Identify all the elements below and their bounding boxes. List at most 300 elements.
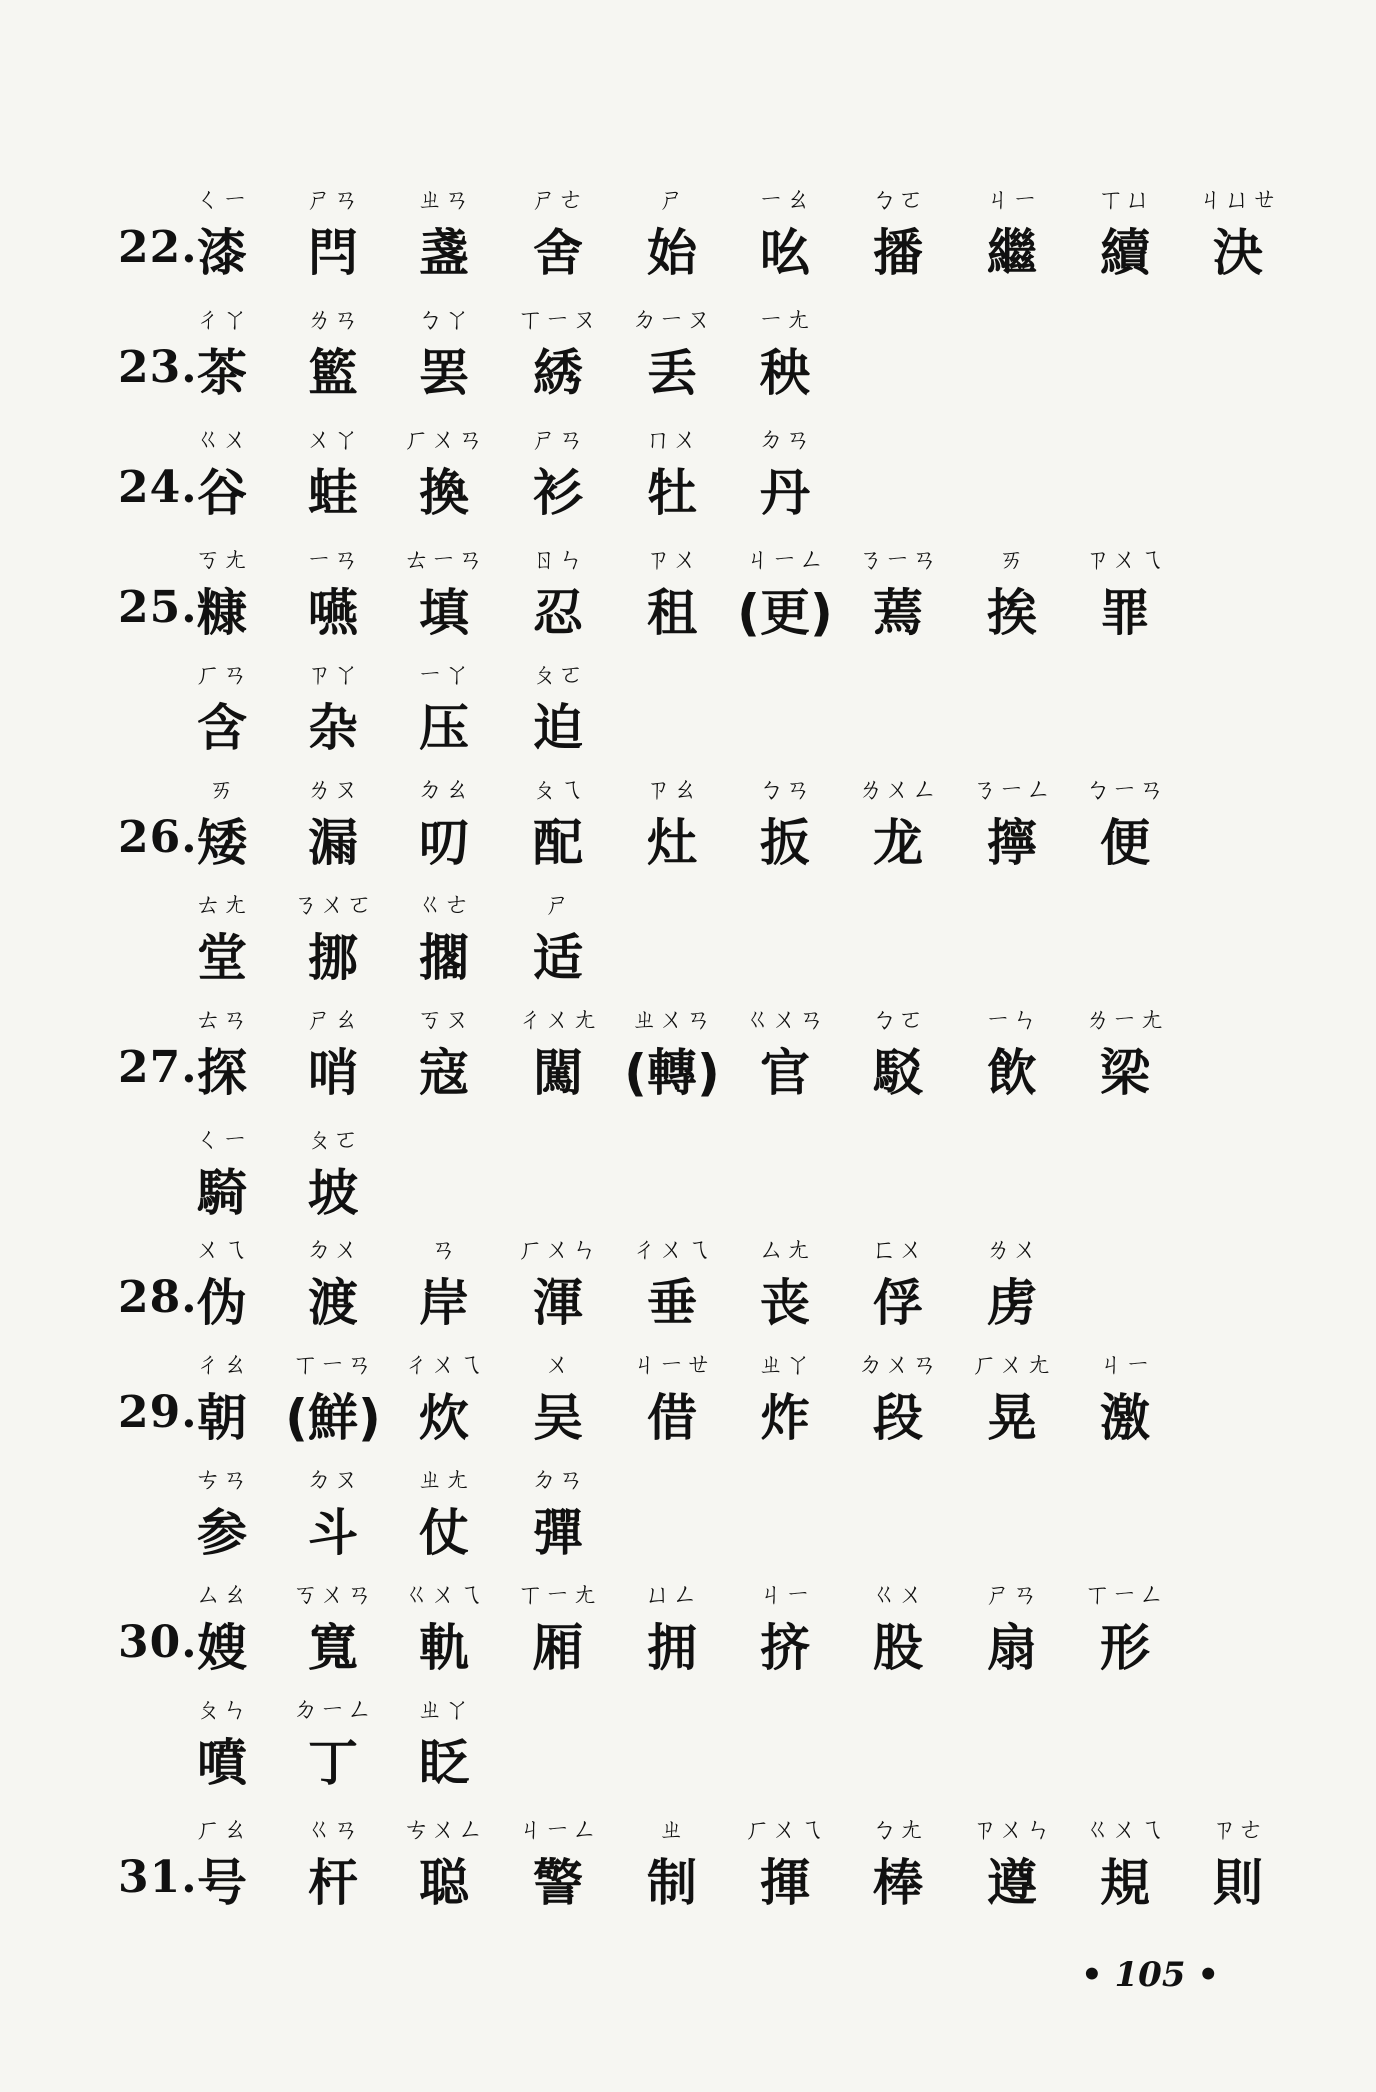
character-entry — [617, 300, 727, 406]
zhuyin-annotation: ㄈㄨ — [870, 1235, 925, 1265]
zhuyin-annotation: ㄗㄠ — [644, 775, 699, 805]
zhuyin-annotation: ㄧㄣ — [984, 1005, 1039, 1035]
page-number: • 105 • — [1080, 1955, 1220, 1995]
zhuyin-annotation: ㄨ — [544, 1350, 572, 1380]
character-entry — [167, 420, 277, 526]
zhuyin-annotation: ㄙㄤ — [757, 1235, 812, 1265]
zhuyin-annotation: ㄍㄢ — [305, 1815, 360, 1845]
character-entry — [167, 1120, 277, 1226]
zhuyin-annotation: ㄏㄢ — [194, 660, 249, 690]
character-entry — [389, 1575, 499, 1681]
zhuyin-annotation: ㄗㄨㄣ — [971, 1815, 1053, 1845]
character-entry — [278, 180, 388, 286]
character-entry — [617, 1345, 727, 1451]
chinese-character: (鮮) — [285, 1389, 381, 1447]
character-entry — [167, 1230, 277, 1336]
chinese-character: 蛙 — [308, 464, 358, 522]
character-entry — [503, 420, 613, 526]
zhuyin-annotation: ㄘㄢ — [194, 1465, 249, 1495]
entry-number: 30. — [118, 1617, 198, 1668]
zhuyin-annotation: ㄇㄨ — [644, 425, 699, 455]
character-entry — [389, 770, 499, 876]
chinese-character: 擰 — [987, 814, 1037, 872]
zhuyin-annotation: ㄨㄚ — [305, 425, 360, 455]
chinese-character: 始 — [647, 224, 697, 282]
chinese-character: 租 — [647, 584, 697, 642]
character-entry — [843, 180, 953, 286]
character-entry — [843, 1575, 953, 1681]
character-entry — [1070, 1575, 1180, 1681]
zhuyin-annotation: ㄎㄤ — [194, 545, 249, 575]
entry-row — [0, 655, 1376, 765]
zhuyin-annotation: ㄞ — [208, 775, 236, 805]
entry-row — [0, 885, 1376, 995]
entry-row — [0, 1000, 1376, 1110]
chinese-character: 糠 — [197, 584, 247, 642]
entry-number: 25. — [118, 582, 198, 633]
character-entry — [167, 770, 277, 876]
character-entry — [503, 540, 613, 646]
character-entry — [389, 1345, 499, 1451]
chinese-character: 坡 — [308, 1164, 358, 1222]
character-entry — [503, 300, 613, 406]
chinese-character: 堂 — [197, 929, 247, 987]
character-entry — [843, 1810, 953, 1916]
character-entry — [957, 1345, 1067, 1451]
zhuyin-annotation: ㄍㄨ — [870, 1580, 925, 1610]
character-entry — [389, 1690, 499, 1796]
chinese-character: 扳 — [760, 814, 810, 872]
zhuyin-annotation: ㄊㄧㄢ — [403, 545, 485, 575]
zhuyin-annotation: ㄍㄨㄟ — [1084, 1815, 1166, 1845]
zhuyin-annotation: ㄅㄧㄢ — [1084, 775, 1166, 805]
zhuyin-annotation: ㄌㄨ — [984, 1235, 1039, 1265]
character-entry — [167, 1810, 277, 1916]
chinese-character: 丁 — [308, 1734, 358, 1792]
character-entry — [389, 655, 499, 761]
character-entry — [278, 300, 388, 406]
character-entry — [278, 1120, 388, 1226]
character-entry — [730, 420, 840, 526]
chinese-character: 規 — [1100, 1854, 1150, 1912]
zhuyin-annotation: ㄧㄠ — [757, 185, 812, 215]
zhuyin-annotation: ㄓ — [658, 1815, 686, 1845]
zhuyin-annotation: ㄕ — [658, 185, 686, 215]
chinese-character: 炊 — [419, 1389, 469, 1447]
chinese-character: 压 — [419, 699, 469, 757]
character-entry — [617, 1000, 727, 1106]
character-entry — [730, 300, 840, 406]
zhuyin-annotation: ㄋㄧㄥ — [971, 775, 1053, 805]
chinese-character: 吆 — [760, 224, 810, 282]
character-entry — [503, 770, 613, 876]
zhuyin-annotation: ㄗㄨㄟ — [1084, 545, 1166, 575]
zhuyin-annotation: ㄓㄚ — [757, 1350, 812, 1380]
chinese-character: 騎 — [197, 1164, 247, 1222]
chinese-character: 寬 — [308, 1619, 358, 1677]
character-entry — [389, 1460, 499, 1566]
character-entry — [730, 770, 840, 876]
entry-number: 27. — [118, 1042, 198, 1093]
zhuyin-annotation: ㄌㄡ — [305, 775, 360, 805]
zhuyin-annotation: ㄉㄧㄡ — [631, 305, 713, 335]
chinese-character: 探 — [197, 1044, 247, 1102]
chinese-character: 茶 — [197, 344, 247, 402]
zhuyin-annotation: ㄏㄨㄣ — [517, 1235, 599, 1265]
chinese-character: 叨 — [419, 814, 469, 872]
chinese-character: 号 — [197, 1854, 247, 1912]
zhuyin-annotation: ㄒㄧㄤ — [517, 1580, 599, 1610]
zhuyin-annotation: ㄊㄤ — [194, 890, 249, 920]
chinese-character: 丧 — [760, 1274, 810, 1332]
character-entry — [617, 420, 727, 526]
entry-number: 24. — [118, 462, 198, 513]
zhuyin-annotation: ㄧㄚ — [416, 660, 471, 690]
chinese-character: (轉) — [624, 1044, 720, 1102]
zhuyin-annotation: ㄎㄡ — [416, 1005, 471, 1035]
character-entry — [730, 1810, 840, 1916]
zhuyin-annotation: ㄍㄨㄢ — [744, 1005, 826, 1035]
character-entry — [1070, 540, 1180, 646]
character-entry — [957, 770, 1067, 876]
zhuyin-annotation: ㄘㄨㄥ — [403, 1815, 485, 1845]
chinese-character: 播 — [873, 224, 923, 282]
chinese-character: 眨 — [419, 1734, 469, 1792]
character-entry — [278, 1230, 388, 1336]
chinese-character: 垂 — [647, 1274, 697, 1332]
chinese-character: 激 — [1100, 1389, 1150, 1447]
zhuyin-annotation: ㄓㄤ — [416, 1465, 471, 1495]
chinese-character: 漆 — [197, 224, 247, 282]
character-entry — [389, 540, 499, 646]
character-entry — [617, 1810, 727, 1916]
zhuyin-annotation: ㄑㄧ — [194, 1125, 249, 1155]
entry-row — [0, 1810, 1376, 1920]
character-entry — [1070, 770, 1180, 876]
zhuyin-annotation: ㄉㄧㄥ — [292, 1695, 374, 1725]
zhuyin-annotation: ㄏㄠ — [194, 1815, 249, 1845]
chinese-character: 仗 — [419, 1504, 469, 1562]
zhuyin-annotation: ㄙㄠ — [194, 1580, 249, 1610]
character-entry — [503, 1460, 613, 1566]
character-entry — [167, 300, 277, 406]
character-entry — [278, 1690, 388, 1796]
chinese-character: 寇 — [419, 1044, 469, 1102]
zhuyin-annotation: ㄌㄢ — [305, 305, 360, 335]
chinese-character: 虏 — [987, 1274, 1037, 1332]
chinese-character: 制 — [647, 1854, 697, 1912]
chinese-character: 迫 — [533, 699, 583, 757]
character-entry — [730, 540, 840, 646]
zhuyin-annotation: ㄐㄧㄝ — [631, 1350, 713, 1380]
zhuyin-annotation: ㄔㄠ — [194, 1350, 249, 1380]
character-entry — [957, 180, 1067, 286]
entry-number: 22. — [118, 222, 198, 273]
chinese-character: 續 — [1100, 224, 1150, 282]
character-entry — [167, 1000, 277, 1106]
zhuyin-annotation: ㄐㄩㄝ — [1197, 185, 1279, 215]
character-entry — [503, 1345, 613, 1451]
zhuyin-annotation: ㄏㄨㄢ — [403, 425, 485, 455]
chinese-character: 借 — [647, 1389, 697, 1447]
chinese-character: 股 — [873, 1619, 923, 1677]
entry-row — [0, 1345, 1376, 1455]
zhuyin-annotation: ㄖㄣ — [530, 545, 585, 575]
zhuyin-annotation: ㄋㄧㄢ — [857, 545, 939, 575]
zhuyin-annotation: ㄞ — [998, 545, 1026, 575]
chinese-character: 吴 — [533, 1389, 583, 1447]
chinese-character: 梁 — [1100, 1044, 1150, 1102]
character-entry — [730, 180, 840, 286]
entry-row — [0, 770, 1376, 880]
chinese-character: 則 — [1213, 1854, 1263, 1912]
character-entry — [167, 1690, 277, 1796]
zhuyin-annotation: ㄕㄠ — [305, 1005, 360, 1035]
zhuyin-annotation: ㄅㄛ — [870, 185, 925, 215]
character-entry — [1070, 180, 1180, 286]
chinese-character: 炸 — [760, 1389, 810, 1447]
zhuyin-annotation: ㄔㄨㄟ — [403, 1350, 485, 1380]
character-entry — [503, 1000, 613, 1106]
entry-row — [0, 180, 1376, 290]
chinese-character: 形 — [1100, 1619, 1150, 1677]
character-entry — [503, 1230, 613, 1336]
zhuyin-annotation: ㄉㄨ — [305, 1235, 360, 1265]
zhuyin-annotation: ㄕ — [544, 890, 572, 920]
character-entry — [1070, 1000, 1180, 1106]
character-entry — [503, 1575, 613, 1681]
character-entry — [503, 655, 613, 761]
chinese-character: 牡 — [647, 464, 697, 522]
entry-row — [0, 300, 1376, 410]
chinese-character: 繼 — [987, 224, 1037, 282]
character-entry — [389, 1000, 499, 1106]
zhuyin-annotation: ㄆㄛ — [530, 660, 585, 690]
zhuyin-annotation: ㄆㄛ — [305, 1125, 360, 1155]
zhuyin-annotation: ㄐㄧㄥ — [744, 545, 826, 575]
chinese-character: 俘 — [873, 1274, 923, 1332]
character-entry — [389, 1230, 499, 1336]
character-entry — [1070, 1345, 1180, 1451]
chinese-character: 嚥 — [308, 584, 358, 642]
character-entry — [957, 1575, 1067, 1681]
zhuyin-annotation: ㄎㄨㄢ — [292, 1580, 374, 1610]
zhuyin-annotation: ㄓㄨㄢ — [631, 1005, 713, 1035]
character-entry — [617, 1230, 727, 1336]
entry-number: 26. — [118, 812, 198, 863]
character-entry — [843, 1345, 953, 1451]
character-entry — [957, 1810, 1067, 1916]
character-entry — [617, 540, 727, 646]
entry-number: 29. — [118, 1387, 198, 1438]
chinese-character: 彈 — [533, 1504, 583, 1562]
zhuyin-annotation: ㄅㄛ — [870, 1005, 925, 1035]
zhuyin-annotation: ㄏㄨㄟ — [744, 1815, 826, 1845]
entry-row — [0, 420, 1376, 530]
chinese-character: 駁 — [873, 1044, 923, 1102]
character-entry — [278, 1000, 388, 1106]
character-entry — [843, 540, 953, 646]
character-entry — [389, 180, 499, 286]
character-entry — [278, 655, 388, 761]
character-entry — [167, 540, 277, 646]
chinese-character: 官 — [760, 1044, 810, 1102]
zhuyin-annotation: ㄨㄟ — [194, 1235, 249, 1265]
entry-row — [0, 1230, 1376, 1340]
entry-row — [0, 1690, 1376, 1800]
zhuyin-annotation: ㄩㄥ — [644, 1580, 699, 1610]
character-entry — [278, 1575, 388, 1681]
chinese-character: 灶 — [647, 814, 697, 872]
chinese-character: 挪 — [308, 929, 358, 987]
chinese-character: 扇 — [987, 1619, 1037, 1677]
chinese-character: 籃 — [308, 344, 358, 402]
chinese-character: 衫 — [533, 464, 583, 522]
chinese-character: 厢 — [533, 1619, 583, 1677]
chinese-character: 参 — [197, 1504, 247, 1562]
chinese-character: 飲 — [987, 1044, 1037, 1102]
chinese-character: 晃 — [987, 1389, 1037, 1447]
chinese-character: 斗 — [308, 1504, 358, 1562]
character-entry — [503, 885, 613, 991]
character-entry — [843, 1000, 953, 1106]
character-entry — [389, 420, 499, 526]
zhuyin-annotation: ㄏㄨㄤ — [971, 1350, 1053, 1380]
zhuyin-annotation: ㄓㄢ — [416, 185, 471, 215]
character-entry — [730, 1345, 840, 1451]
zhuyin-annotation: ㄗㄚ — [305, 660, 360, 690]
chinese-character: 矮 — [197, 814, 247, 872]
chinese-character: 丹 — [760, 464, 810, 522]
chinese-character: 聪 — [419, 1854, 469, 1912]
character-entry — [957, 540, 1067, 646]
character-entry — [278, 1345, 388, 1451]
zhuyin-annotation: ㄌㄨㄥ — [857, 775, 939, 805]
zhuyin-annotation: ㄉㄡ — [305, 1465, 360, 1495]
chinese-character: 換 — [419, 464, 469, 522]
character-entry — [730, 1575, 840, 1681]
zhuyin-annotation: ㄊㄢ — [194, 1005, 249, 1035]
zhuyin-annotation: ㄕㄢ — [305, 185, 360, 215]
zhuyin-annotation: ㄐㄧ — [984, 185, 1039, 215]
zhuyin-annotation: ㄒㄩ — [1097, 185, 1152, 215]
zhuyin-annotation: ㄌㄧㄤ — [1084, 1005, 1166, 1035]
entry-row — [0, 1460, 1376, 1570]
character-entry — [167, 655, 277, 761]
zhuyin-annotation: ㄉㄨㄢ — [857, 1350, 939, 1380]
zhuyin-annotation: ㄅㄚ — [416, 305, 471, 335]
zhuyin-annotation: ㄆㄣ — [194, 1695, 249, 1725]
entry-row — [0, 1120, 1376, 1230]
chinese-character: 含 — [197, 699, 247, 757]
chinese-character: 擱 — [419, 929, 469, 987]
character-entry — [1183, 1810, 1293, 1916]
character-entry — [278, 420, 388, 526]
chinese-character: 拥 — [647, 1619, 697, 1677]
zhuyin-annotation: ㄕㄜ — [530, 185, 585, 215]
chinese-character: (更) — [737, 584, 833, 642]
chinese-character: 丢 — [647, 344, 697, 402]
chinese-character: 伪 — [197, 1274, 247, 1332]
character-entry — [278, 1810, 388, 1916]
zhuyin-annotation: ㄔㄨㄟ — [631, 1235, 713, 1265]
zhuyin-annotation: ㄧㄤ — [757, 305, 812, 335]
zhuyin-annotation: ㄆㄟ — [530, 775, 585, 805]
character-entry — [617, 180, 727, 286]
chinese-character: 段 — [873, 1389, 923, 1447]
entry-row — [0, 1575, 1376, 1685]
character-entry — [1183, 180, 1293, 286]
zhuyin-annotation: ㄍㄨ — [194, 425, 249, 455]
chinese-character: 便 — [1100, 814, 1150, 872]
character-entry — [843, 1230, 953, 1336]
character-entry — [167, 180, 277, 286]
zhuyin-annotation: ㄕㄢ — [984, 1580, 1039, 1610]
character-entry — [278, 885, 388, 991]
entry-row — [0, 540, 1376, 650]
chinese-character: 杂 — [308, 699, 358, 757]
character-entry — [730, 1230, 840, 1336]
entry-number: 31. — [118, 1852, 198, 1903]
chinese-character: 嫂 — [197, 1619, 247, 1677]
character-entry — [278, 1460, 388, 1566]
chinese-character: 秧 — [760, 344, 810, 402]
character-entry — [389, 1810, 499, 1916]
chinese-character: 罪 — [1100, 584, 1150, 642]
character-entry — [617, 1575, 727, 1681]
chinese-character: 龙 — [873, 814, 923, 872]
zhuyin-annotation: ㄍㄜ — [416, 890, 471, 920]
character-entry — [503, 1810, 613, 1916]
character-entry — [957, 1000, 1067, 1106]
zhuyin-annotation: ㄐㄧㄥ — [517, 1815, 599, 1845]
character-entry — [843, 770, 953, 876]
character-entry — [389, 300, 499, 406]
chinese-character: 棒 — [873, 1854, 923, 1912]
chinese-character: 渾 — [533, 1274, 583, 1332]
zhuyin-annotation: ㄧㄢ — [305, 545, 360, 575]
zhuyin-annotation: ㄒㄧㄢ — [292, 1350, 374, 1380]
zhuyin-annotation: ㄐㄧ — [757, 1580, 812, 1610]
character-entry — [730, 1000, 840, 1106]
zhuyin-annotation: ㄒㄧㄡ — [517, 305, 599, 335]
zhuyin-annotation: ㄅㄢ — [757, 775, 812, 805]
chinese-character: 闖 — [533, 1044, 583, 1102]
entry-number: 23. — [118, 342, 198, 393]
chinese-character: 罢 — [419, 344, 469, 402]
chinese-character: 朝 — [197, 1389, 247, 1447]
zhuyin-annotation: ㄗㄨ — [644, 545, 699, 575]
zhuyin-annotation: ㄔㄨㄤ — [517, 1005, 599, 1035]
chinese-character: 挨 — [987, 584, 1037, 642]
chinese-character: 揮 — [760, 1854, 810, 1912]
zhuyin-annotation: ㄓㄚ — [416, 1695, 471, 1725]
chinese-character: 填 — [419, 584, 469, 642]
chinese-character: 忍 — [533, 584, 583, 642]
chinese-character: 谷 — [197, 464, 247, 522]
zhuyin-annotation: ㄍㄨㄟ — [403, 1580, 485, 1610]
character-entry — [389, 885, 499, 991]
zhuyin-annotation: ㄔㄚ — [194, 305, 249, 335]
character-entry — [167, 1575, 277, 1681]
character-entry — [167, 885, 277, 991]
entry-number: 28. — [118, 1272, 198, 1323]
chinese-character: 挤 — [760, 1619, 810, 1677]
zhuyin-annotation: ㄉㄢ — [530, 1465, 585, 1495]
zhuyin-annotation: ㄋㄨㄛ — [292, 890, 374, 920]
zhuyin-annotation: ㄕㄢ — [530, 425, 585, 455]
chinese-character: 綉 — [533, 344, 583, 402]
